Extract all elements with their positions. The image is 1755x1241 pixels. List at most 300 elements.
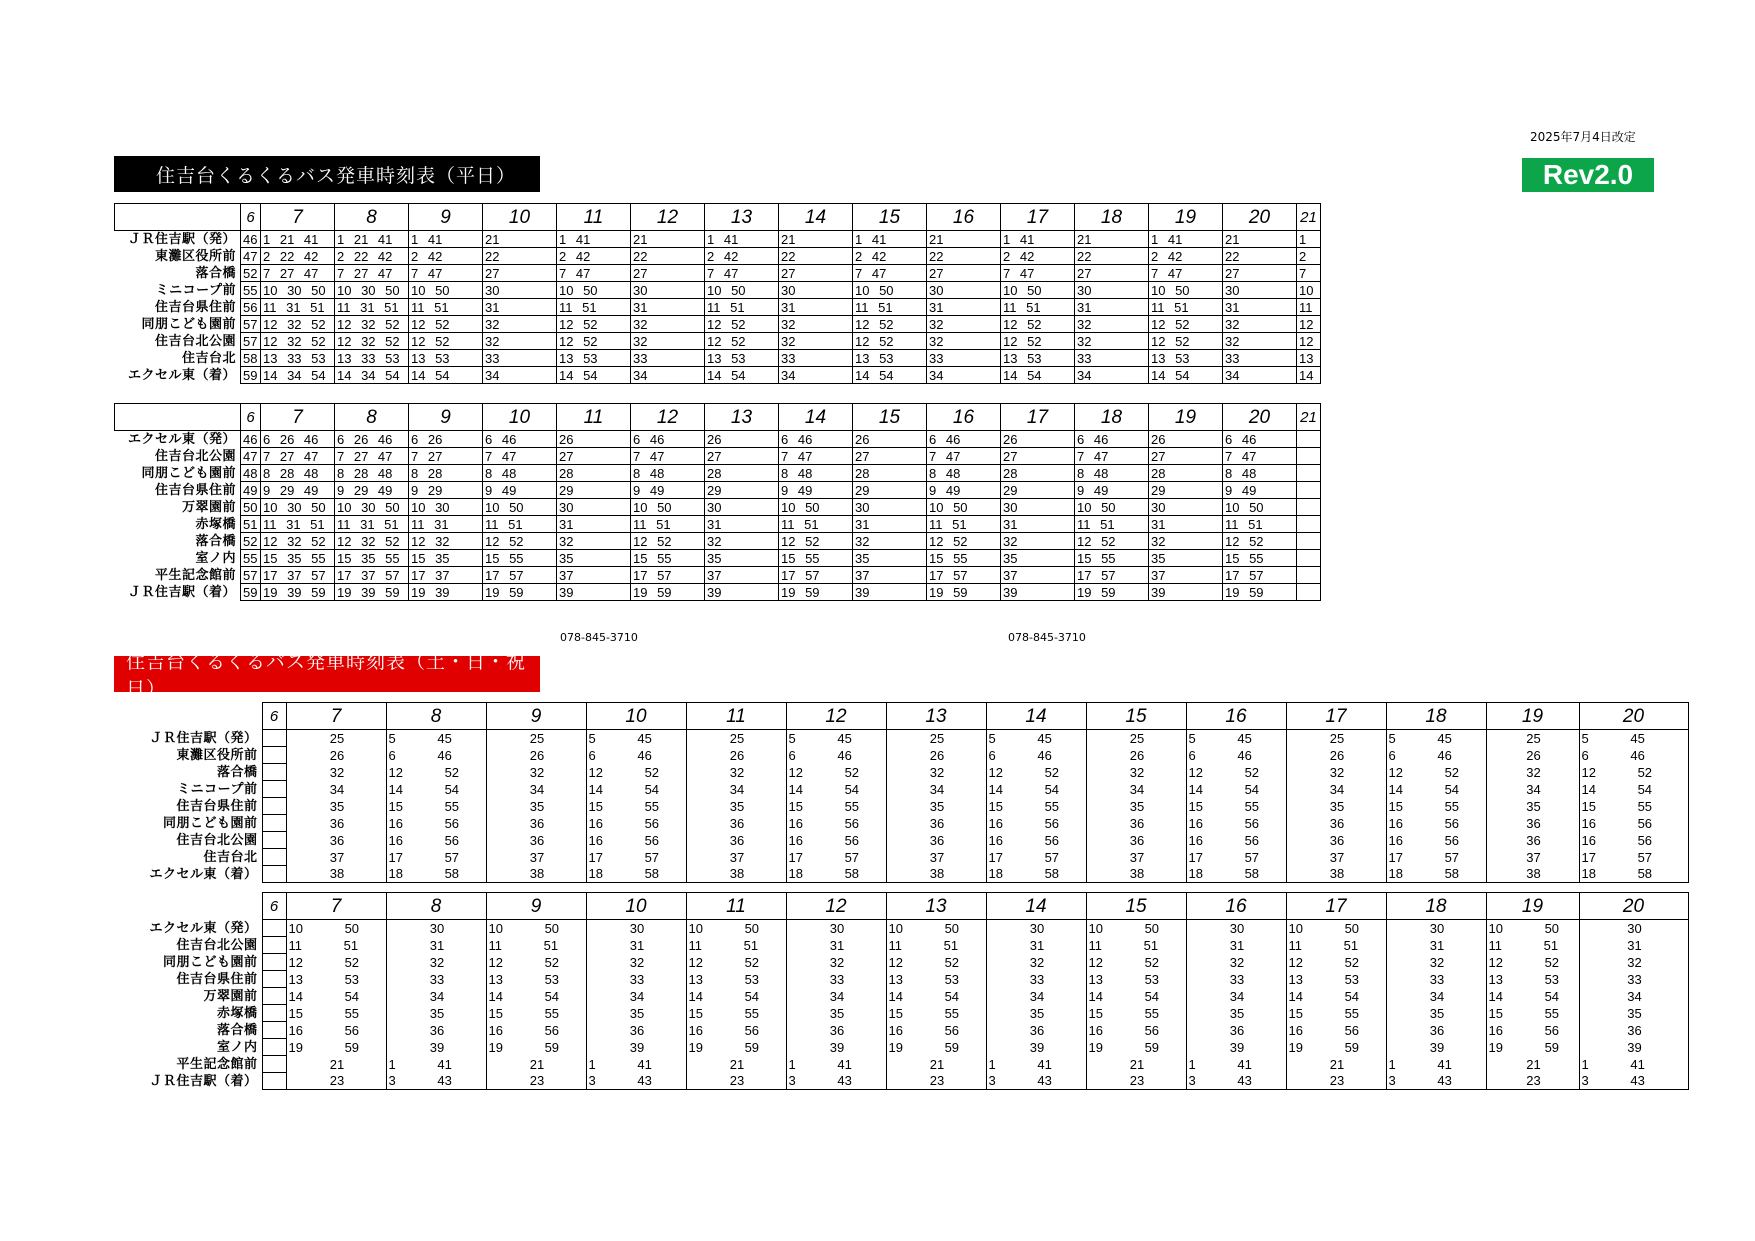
departure-times: 15 55 [588, 798, 660, 814]
departure-times: 22 [1225, 248, 1240, 264]
table-row [114, 815, 1688, 832]
departure-cell [1286, 920, 1386, 937]
departure-cell [557, 299, 631, 316]
departure-cell [631, 282, 705, 299]
departure-cell [986, 730, 1086, 747]
departure-cell [705, 533, 779, 550]
departure-times: 15 55 [888, 1005, 960, 1021]
departure-cell: 12 [1297, 333, 1321, 350]
departure-times: 34 [429, 988, 445, 1004]
departure-cell [586, 764, 686, 781]
departure-cell [1386, 849, 1486, 866]
departure-times: 32 [629, 954, 645, 970]
departure-times: 1 41 [1388, 1056, 1452, 1072]
departure-cell [886, 764, 986, 781]
hour-header-row [115, 404, 1321, 431]
departure-cell [486, 1073, 586, 1090]
departure-times: 30 [829, 920, 845, 936]
departure-cell [853, 567, 927, 584]
hour-header: 9 [486, 703, 586, 730]
departure-cell [1075, 299, 1149, 316]
departure-cell [262, 971, 286, 988]
departure-cell [1001, 431, 1075, 448]
departure-cell [483, 299, 557, 316]
departure-cell [261, 465, 335, 482]
departure-times: 15 55 [1188, 798, 1260, 814]
departure-cell [1579, 1005, 1688, 1022]
departure-cell [1186, 937, 1286, 954]
departure-cell [1186, 747, 1286, 764]
departure-cell [705, 248, 779, 265]
departure-times: 14 54 [1003, 367, 1042, 383]
departure-cell [1386, 937, 1486, 954]
hour-header: 20 [1223, 204, 1297, 231]
departure-cell [286, 832, 386, 849]
departure-cell: 59 [241, 584, 261, 601]
departure-times: 30 [559, 499, 574, 515]
departure-cell [486, 988, 586, 1005]
departure-cell [1149, 350, 1223, 367]
departure-times: 11 31 51 [337, 299, 399, 315]
departure-times: 1 41 [1188, 1056, 1252, 1072]
departure-cell [386, 1022, 486, 1039]
departure-cell [261, 499, 335, 516]
departure-times: 14 54 [388, 781, 460, 797]
departure-times: 32 [729, 764, 745, 780]
departure-cell: 56 [241, 299, 261, 316]
departure-cell [786, 1073, 886, 1090]
departure-cell [409, 265, 483, 282]
departure-times: 10 50 [1488, 920, 1560, 936]
departure-times: 36 [529, 815, 545, 831]
departure-times: 28 [1151, 465, 1166, 481]
departure-times: 19 59 [1488, 1039, 1560, 1055]
departure-cell: 2 [1297, 248, 1321, 265]
departure-times: 12 52 [488, 954, 560, 970]
departure-cell [262, 937, 286, 954]
departure-cell [1186, 764, 1286, 781]
departure-cell [586, 832, 686, 849]
departure-cell [686, 798, 786, 815]
stop-name: ミニコープ前 [177, 781, 258, 797]
departure-cell [986, 1022, 1086, 1039]
departure-cell [1579, 798, 1688, 815]
departure-times: 12 32 52 [263, 533, 326, 549]
departure-cell: 55 [241, 282, 261, 299]
departure-times: 13 53 [688, 971, 760, 987]
departure-times: 30 [1225, 282, 1240, 298]
departure-cell [1075, 350, 1149, 367]
departure-cell [886, 832, 986, 849]
departure-times: 33 [429, 971, 445, 987]
departure-times: 35 [1329, 798, 1345, 814]
table-row [114, 730, 1688, 747]
departure-times: 14 54 [488, 988, 560, 1004]
departure-cell [631, 299, 705, 316]
departure-cell [786, 1022, 886, 1039]
departure-times: 36 [1627, 1022, 1642, 1038]
departure-cell [335, 448, 409, 465]
departure-times: 12 52 [559, 333, 598, 349]
departure-cell [1223, 248, 1297, 265]
departure-cell [927, 316, 1001, 333]
departure-cell [1579, 1056, 1688, 1073]
departure-times: 11 51 [781, 516, 819, 532]
departure-times: 5 45 [1581, 730, 1645, 746]
departure-cell [1297, 482, 1321, 499]
departure-times: 11 31 [411, 516, 449, 532]
departure-times: 11 51 [1488, 937, 1559, 953]
departure-cell [927, 550, 1001, 567]
departure-times: 23 [1129, 1073, 1145, 1089]
weekday-inbound-table [114, 403, 1321, 601]
departure-times: 15 35 55 [263, 550, 326, 566]
departure-cell [1386, 781, 1486, 798]
departure-cell [853, 265, 927, 282]
departure-times: 12 52 [781, 533, 820, 549]
hour-header: 10 [483, 204, 557, 231]
departure-cell [557, 448, 631, 465]
departure-cell [1149, 333, 1223, 350]
departure-times: 12 52 [388, 764, 460, 780]
departure-times: 17 57 [788, 849, 860, 865]
holiday-inbound-table [114, 892, 1689, 1090]
departure-times: 22 [929, 248, 944, 264]
departure-cell [1223, 465, 1297, 482]
departure-cell [486, 920, 586, 937]
departure-cell [631, 533, 705, 550]
hour-header: 10 [483, 404, 557, 431]
departure-cell [409, 231, 483, 248]
departure-times: 5 45 [988, 730, 1052, 746]
departure-times: 11 51 [1225, 516, 1263, 532]
departure-times: 16 56 [388, 832, 460, 848]
departure-times: 5 45 [588, 730, 652, 746]
departure-times: 32 [929, 316, 944, 332]
departure-times: 37 [855, 567, 870, 583]
departure-cell [557, 431, 631, 448]
departure-cell [705, 350, 779, 367]
departure-cell [853, 465, 927, 482]
table-row [115, 350, 1321, 367]
departure-cell [1186, 1039, 1286, 1056]
departure-cell: 57 [241, 333, 261, 350]
departure-times: 32 [855, 533, 870, 549]
departure-times: 30 [1003, 499, 1018, 515]
departure-cell [335, 533, 409, 550]
departure-times: 1 41 [588, 1056, 652, 1072]
departure-cell [779, 350, 853, 367]
departure-times: 19 39 59 [337, 584, 400, 600]
departure-cell [886, 1005, 986, 1022]
departure-cell [486, 764, 586, 781]
departure-cell [631, 499, 705, 516]
stop-name: ＪＲ住吉駅（着） [149, 1073, 258, 1089]
departure-times: 32 [1229, 954, 1245, 970]
departure-times: 34 [729, 781, 745, 797]
departure-times: 27 [1225, 265, 1240, 281]
table-row [114, 1005, 1688, 1022]
departure-cell [557, 465, 631, 482]
departure-cell [262, 849, 286, 866]
departure-cell [1297, 567, 1321, 584]
departure-times: 34 [1225, 367, 1240, 383]
departure-times: 34 [1229, 988, 1245, 1004]
departure-cell [335, 567, 409, 584]
table-row [114, 781, 1688, 798]
departure-times: 11 51 [1151, 299, 1189, 315]
departure-cell [386, 1039, 486, 1056]
stop-name: 落合橋 [216, 1022, 258, 1038]
departure-times: 30 [929, 282, 944, 298]
departure-cell: 1 [1297, 231, 1321, 248]
departure-times: 37 [1151, 567, 1166, 583]
departure-cell [853, 516, 927, 533]
departure-cell [1086, 781, 1186, 798]
departure-cell [386, 815, 486, 832]
departure-times: 12 52 [1288, 954, 1360, 970]
hour-header: 21 [1297, 204, 1321, 231]
departure-cell [1223, 431, 1297, 448]
departure-cell [1223, 550, 1297, 567]
table-row [114, 1039, 1688, 1056]
departure-times: 34 [485, 367, 500, 383]
hour-header: 16 [1186, 893, 1286, 920]
departure-cell: 12 [1297, 316, 1321, 333]
departure-times: 13 53 [1288, 971, 1360, 987]
departure-cell [779, 333, 853, 350]
departure-cell [409, 567, 483, 584]
departure-cell [986, 866, 1086, 883]
departure-cell [1186, 1073, 1286, 1090]
departure-cell [1486, 1005, 1579, 1022]
departure-times: 6 46 [988, 747, 1052, 763]
departure-cell [779, 248, 853, 265]
departure-times: 14 54 [559, 367, 598, 383]
departure-times: 7 47 [855, 265, 887, 281]
departure-cell [1149, 316, 1223, 333]
departure-times: 7 47 [633, 448, 665, 464]
departure-cell [1386, 954, 1486, 971]
departure-times: 5 45 [788, 730, 852, 746]
departure-cell [1297, 550, 1321, 567]
departure-times: 10 50 [411, 282, 450, 298]
departure-cell [631, 333, 705, 350]
hour-header: 19 [1149, 404, 1223, 431]
table-row [115, 367, 1321, 384]
departure-cell [705, 550, 779, 567]
hour-header: 20 [1223, 404, 1297, 431]
departure-cell: 52 [241, 265, 261, 282]
departure-cell [1149, 533, 1223, 550]
table-row [114, 866, 1688, 883]
departure-cell [1075, 533, 1149, 550]
departure-times: 30 [1229, 920, 1245, 936]
departure-times: 15 55 [488, 1005, 560, 1021]
departure-times: 35 [1003, 550, 1018, 566]
departure-cell [1386, 832, 1486, 849]
departure-cell [557, 350, 631, 367]
departure-times: 10 50 [1088, 920, 1160, 936]
departure-times: 17 57 [1188, 849, 1260, 865]
stop-name: 平生記念館前 [176, 1056, 258, 1072]
departure-times: 11 51 [688, 937, 759, 953]
departure-times: 32 [485, 316, 500, 332]
hour-header: 6 [241, 404, 261, 431]
hour-header: 15 [1086, 893, 1186, 920]
departure-cell [1075, 448, 1149, 465]
departure-cell [786, 920, 886, 937]
departure-times: 10 50 [559, 282, 598, 298]
table-row [114, 920, 1688, 937]
hour-header: 8 [386, 703, 486, 730]
departure-cell [1386, 1056, 1486, 1073]
departure-cell [262, 954, 286, 971]
departure-times: 5 45 [388, 730, 452, 746]
departure-times: 35 [1151, 550, 1166, 566]
departure-times: 12 52 [1581, 764, 1653, 780]
departure-times: 34 [829, 988, 845, 1004]
departure-times: 12 52 [411, 316, 450, 332]
departure-times: 14 54 [1188, 781, 1260, 797]
departure-times: 13 53 [1488, 971, 1560, 987]
departure-cell [262, 832, 286, 849]
departure-cell: 13 [1297, 350, 1321, 367]
departure-times: 32 [1225, 316, 1240, 332]
departure-times: 11 51 [888, 937, 959, 953]
departure-times: 36 [929, 832, 945, 848]
departure-cell [261, 350, 335, 367]
departure-times: 11 51 [855, 299, 893, 315]
departure-times: 35 [1627, 1005, 1642, 1021]
departure-times: 38 [929, 866, 945, 882]
departure-times: 8 48 [1077, 465, 1109, 481]
departure-times: 32 [529, 764, 545, 780]
departure-times: 30 [429, 920, 445, 936]
departure-times: 12 52 [707, 333, 746, 349]
departure-cell [557, 482, 631, 499]
table-row [114, 832, 1688, 849]
departure-cell [335, 231, 409, 248]
departure-times: 17 57 [1581, 849, 1653, 865]
departure-cell [705, 231, 779, 248]
departure-cell [631, 231, 705, 248]
departure-cell [261, 482, 335, 499]
departure-cell [1486, 954, 1579, 971]
departure-cell [1086, 730, 1186, 747]
stop-name: 住吉台北公園 [154, 333, 236, 349]
departure-times: 8 48 [781, 465, 813, 481]
departure-cell [927, 248, 1001, 265]
stop-name: 万翠園前 [203, 988, 258, 1004]
departure-cell [1075, 465, 1149, 482]
departure-cell [779, 282, 853, 299]
departure-times: 15 55 [788, 798, 860, 814]
departure-cell [1223, 499, 1297, 516]
departure-times: 37 [1129, 849, 1145, 865]
header-blank-cell [114, 893, 262, 920]
departure-cell [409, 367, 483, 384]
departure-cell [409, 499, 483, 516]
departure-cell [1149, 299, 1223, 316]
departure-cell [386, 866, 486, 883]
departure-cell [483, 282, 557, 299]
departure-cell [286, 971, 386, 988]
departure-times: 2 22 42 [263, 248, 319, 264]
departure-times: 26 [1329, 747, 1345, 763]
departure-times: 34 [1129, 781, 1145, 797]
header-blank-cell [114, 703, 262, 730]
departure-times: 7 47 [929, 448, 961, 464]
departure-cell [1386, 764, 1486, 781]
departure-cell [927, 282, 1001, 299]
departure-times: 12 52 [1088, 954, 1160, 970]
departure-cell [1223, 282, 1297, 299]
departure-cell [483, 248, 557, 265]
departure-cell [1286, 730, 1386, 747]
departure-times: 16 56 [1488, 1022, 1560, 1038]
departure-times: 8 48 [633, 465, 665, 481]
departure-cell [1075, 584, 1149, 601]
departure-cell [1223, 231, 1297, 248]
departure-cell [779, 516, 853, 533]
departure-times: 32 [633, 316, 648, 332]
departure-cell [486, 1039, 586, 1056]
table-row [115, 550, 1321, 567]
departure-times: 35 [1229, 1005, 1245, 1021]
table-row [114, 764, 1688, 781]
departure-cell [1486, 988, 1579, 1005]
hour-header: 6 [262, 893, 286, 920]
stop-name: 赤塚橋 [195, 516, 236, 532]
hour-header: 15 [853, 204, 927, 231]
departure-cell [386, 781, 486, 798]
departure-cell [586, 954, 686, 971]
departure-cell [1086, 971, 1186, 988]
departure-cell [1386, 866, 1486, 883]
departure-times: 15 35 [411, 550, 450, 566]
table-row [115, 584, 1321, 601]
departure-cell [1149, 448, 1223, 465]
departure-times: 16 56 [288, 1022, 360, 1038]
departure-cell [586, 1039, 686, 1056]
departure-times: 36 [1526, 832, 1541, 848]
departure-cell [386, 954, 486, 971]
departure-cell [1186, 954, 1286, 971]
departure-times: 7 47 [1003, 265, 1035, 281]
departure-times: 25 [1329, 730, 1345, 746]
departure-cell [262, 920, 286, 937]
departure-times: 34 [1329, 781, 1345, 797]
departure-times: 2 42 [411, 248, 443, 264]
revision-date: 2025年7月4日改定 [1530, 130, 1636, 144]
departure-cell [1075, 248, 1149, 265]
departure-cell [705, 333, 779, 350]
departure-cell [1001, 265, 1075, 282]
hour-header: 11 [686, 703, 786, 730]
departure-cell [1001, 499, 1075, 516]
departure-times: 32 [485, 333, 500, 349]
departure-times: 12 52 [855, 316, 894, 332]
table-row [115, 299, 1321, 316]
departure-cell [1486, 1039, 1579, 1056]
departure-cell [705, 316, 779, 333]
departure-cell [335, 367, 409, 384]
departure-cell [1297, 533, 1321, 550]
table-row [115, 533, 1321, 550]
departure-cell [1086, 764, 1186, 781]
departure-cell [779, 265, 853, 282]
